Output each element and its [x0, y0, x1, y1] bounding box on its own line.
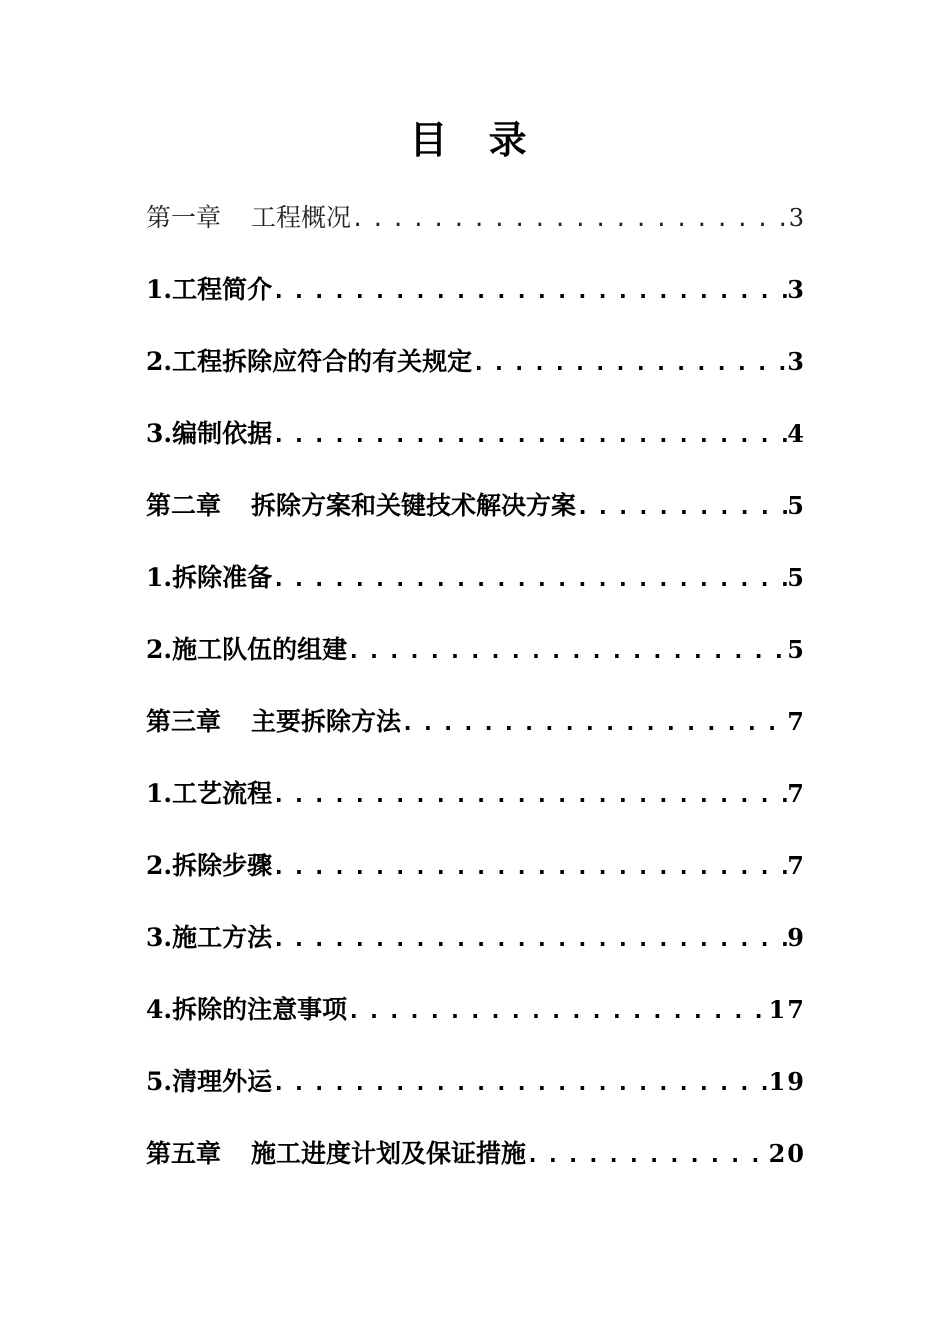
toc-entry-title: 1.工艺流程 — [146, 779, 273, 808]
toc-entry[interactable] — [146, 992, 806, 1028]
toc-chapter-number: 第二章 — [146, 491, 222, 520]
toc-entry-label — [146, 1136, 526, 1172]
toc-entry-title: 2.工程拆除应符合的有关规定 — [146, 347, 473, 376]
toc-entry[interactable] — [146, 776, 806, 812]
toc-dot-leader — [347, 634, 787, 670]
toc-entry-title: 3.施工方法 — [146, 923, 273, 952]
toc-entry[interactable] — [146, 200, 806, 236]
toc-chapter-number: 第一章 — [146, 203, 222, 232]
toc-entry-title: 工程概况 — [251, 203, 352, 232]
toc-entry[interactable] — [146, 1136, 806, 1172]
table-of-contents — [146, 200, 806, 1208]
page-title: 目 录 — [409, 117, 541, 162]
toc-page-number: 9 — [787, 923, 806, 952]
toc-page-number: 19 — [768, 1067, 806, 1096]
toc-entry[interactable] — [146, 1064, 806, 1100]
toc-page-number: 17 — [768, 995, 806, 1024]
toc-entry-title: 1.拆除准备 — [146, 563, 273, 592]
toc-page-number: 4 — [787, 419, 806, 448]
toc-entry[interactable] — [146, 848, 806, 884]
toc-page-number: 5 — [787, 563, 806, 592]
toc-chapter-number: 第五章 — [146, 1139, 222, 1168]
toc-entry-title: 施工进度计划及保证措施 — [251, 1139, 527, 1168]
toc-page-number: 3 — [788, 204, 806, 232]
toc-page-number: 3 — [787, 347, 806, 376]
toc-entry-label — [146, 704, 401, 740]
toc-dot-leader — [272, 850, 787, 886]
toc-dot-leader — [272, 1066, 768, 1102]
toc-page-number: 3 — [787, 275, 806, 304]
toc-chapter-number: 第三章 — [146, 707, 222, 736]
toc-dot-leader — [272, 922, 787, 958]
toc-dot-leader — [272, 562, 787, 598]
toc-entry-label — [146, 200, 351, 236]
toc-entry-title: 5.清理外运 — [146, 1067, 273, 1096]
toc-page-number: 7 — [787, 779, 806, 808]
toc-page-number: 20 — [768, 1139, 806, 1168]
toc-entry-label — [146, 488, 576, 524]
toc-dot-leader — [526, 1138, 769, 1174]
toc-entry[interactable] — [146, 560, 806, 596]
toc-dot-leader — [472, 346, 787, 382]
toc-entry[interactable] — [146, 704, 806, 740]
toc-dot-leader — [351, 202, 789, 238]
toc-page-number: 5 — [787, 491, 806, 520]
toc-dot-leader — [347, 994, 768, 1030]
toc-entry-title: 2.施工队伍的组建 — [146, 635, 348, 664]
toc-dot-leader — [272, 778, 787, 814]
toc-entry[interactable] — [146, 488, 806, 524]
toc-page-number: 7 — [787, 851, 806, 880]
toc-entry[interactable] — [146, 416, 806, 452]
toc-dot-leader — [272, 418, 787, 454]
toc-entry-title: 拆除方案和关键技术解决方案 — [251, 491, 577, 520]
toc-entry-title: 1.工程简介 — [146, 275, 273, 304]
toc-entry-title: 2.拆除步骤 — [146, 851, 273, 880]
toc-page-number: 5 — [787, 635, 806, 664]
toc-entry[interactable] — [146, 632, 806, 668]
toc-entry-title: 3.编制依据 — [146, 419, 273, 448]
toc-entry-title: 主要拆除方法 — [251, 707, 402, 736]
toc-entry-title: 4.拆除的注意事项 — [146, 995, 348, 1024]
toc-entry[interactable] — [146, 344, 806, 380]
toc-entry[interactable] — [146, 272, 806, 308]
toc-page-number: 7 — [787, 707, 806, 736]
toc-dot-leader — [272, 274, 787, 310]
toc-entry[interactable] — [146, 920, 806, 956]
toc-dot-leader — [401, 706, 787, 742]
toc-dot-leader — [576, 490, 787, 526]
